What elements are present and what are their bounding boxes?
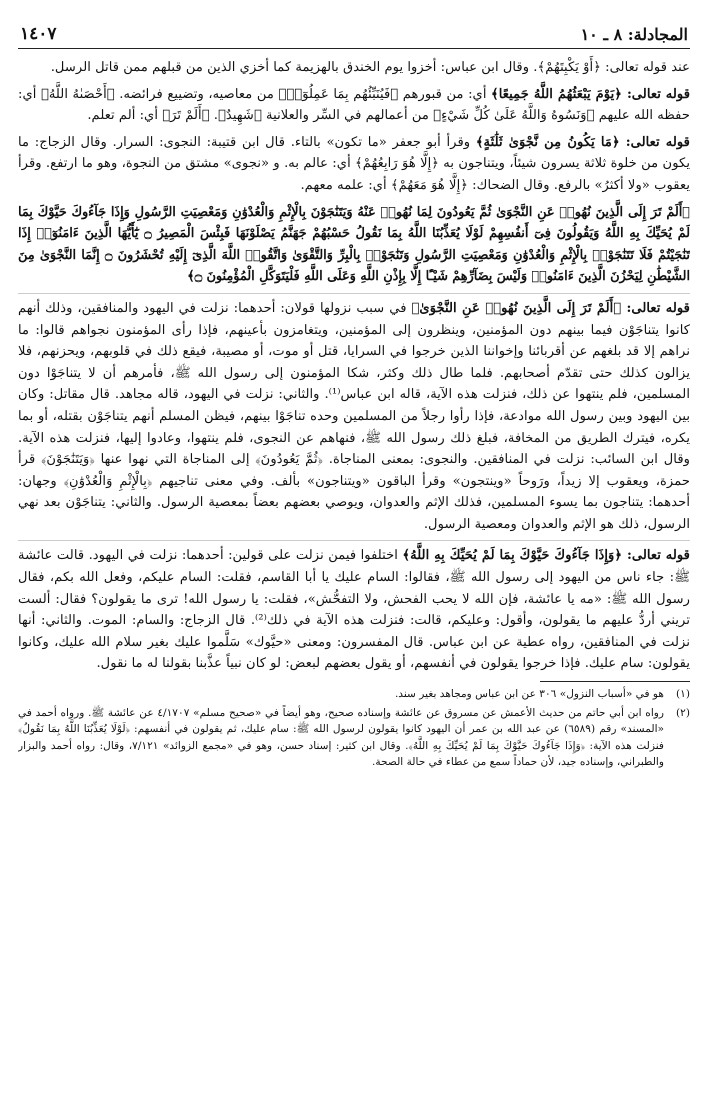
page-number: ١٤٠٧ bbox=[20, 24, 57, 44]
section-2-text: اختلفوا فيمن نزلت على قولين: أحدهما: نزلت في اليهود. قالت عائشة ﷺ: جاء ناس من اليهود إلى رسول الله ﷺ، فقالوا: السام عليك يا أبا القاسم، فقلت: السام عليكم، وفعل الله بكم، فقال رسول الله ﷺ: «مه يا عائشة، فإن الله لا يحب الفحش، ولا التفحُّش»، فقلت: يا رسول الله! ترى ما يقولون؟ فقال: ألست تريني أردُّ عليهم ما يقولون، وأقول: وعليكم، قالت: فنزلت هذه الآية في ذلك⁽²⁾. قال الزجاج: والسام: الموت. والثاني: أنها نزلت في المنافقين، رواه عطية عن ابن عباس. قال المفسرون: ومعنى «حيَّوك» سَلَّموا عليك بغير سلام الله عليك، وكانوا يقولون: سام عليك. فإذا خرجوا يقولون في أنفسهم، أو يقول بعضهم لبعض: لو كان نبياً عذَّبنا بقولنا له ما نقول. bbox=[18, 548, 690, 672]
section-1-text: في سبب نزولها قولان: أحدهما: نزلت في اليهود والمنافقين، وذلك أنهم كانوا يتناجَوْن فيما بينهم دون المؤمنين، وينظرون إلى المؤمنين، ويتغامزون بأعينهم، فإذا رأى المؤمنون نجواهم قالوا: ما نراهم إلا قد بلغهم عن أقربائنا وإخواننا الذين خرجوا في السرايا، قتل أو موت، أو مصيبة، فيقع ذلك في قلوبهم، ويحزنهم، فلا يزالون كذلك حتى تقدّم أصحابهم. فلما طال ذلك وكثر، شكا المؤمنون إلى رسول الله ﷺ، فأمرهم أن لا يتناجَوْا دون المسلمين، فلم ينتهوا عن ذلك، فنزلت هذه الآية، قاله ابن عباس⁽¹⁾. والثاني: نزلت في اليهود، قاله مجاهد. قال مقاتل: وكان بين اليهود وبين رسول الله موادعة، فإذا رأوا رجلاً من المسلمين وحده تناجَوْا بينهم، فيظن المسلم أنهم يتناجَوْن بقتله، أو بما يكره، فيترك الطريق من المخافة، فبلغ ذلك رسول الله ﷺ، فنهاهم عن النجوى، فلم ينتهوا، وعادوا إليها، فنزلت هذه الآية. وقال ابن السائب: نزلت في المنافقين. والنجوى: بمعنى المناجاة. ﴿ثُمَّ يَعُودُونَ﴾ إلى المناجاة التي نهوا عنها ﴿وَيَتَنَٰجَوْنَ﴾ قرأ حمزة، ويعقوب إلا زيداً، ورَوحاً «وينتجون» وقرأ الباقون «ويتناجون» بألف. وفي معنى تناجيهم ﴿بِالْإِثْمِ وَالْعُدْوَٰنِ﴾ وجهان: أحدهما: يتناجون بما يسوء المسلمين، فذلك الإثم والعدوان، ويوصي بعضهم بعضاً بمعصية الرسول. والثاني: يتناجَوْن بعد نهي الرسول، ذلك هو الإثم والعدوان ومعصية الرسول. bbox=[18, 300, 690, 532]
section-2-lead: قوله تعالى: ﴿وَإِذَا جَآءُوكَ حَيَّوْكَ بِمَا لَمْ يُحَيِّكَ بِهِ اللَّهُ﴾ bbox=[402, 548, 690, 564]
quran-verse-block: ﴿أَلَمْ تَرَ إِلَى الَّذِينَ نُهُوا۟ عَنِ النَّجْوَىٰ ثُمَّ يَعُودُونَ لِمَا نُهُوا۟ عَنْهُ وَيَتَنَٰجَوْنَ بِالْإِثْمِ وَالْعُدْوَٰنِ وَمَعْصِيَتِ الرَّسُولِ وَإِذَا جَآءُوكَ حَيَّوْكَ بِمَا لَمْ يُحَيِّكَ بِهِ اللَّهُ وَيَقُولُونَ فِىٓ أَنفُسِهِمْ لَوْلَا يُعَذِّبُنَا اللَّهُ بِمَا نَقُولُ حَسْبُهُمْ جَهَنَّمُ يَصْلَوْنَهَا فَبِئْسَ الْمَصِيرُ ۝ يَٰٓأَيُّهَا الَّذِينَ ءَامَنُوٓا۟ إِذَا تَنَٰجَيْتُمْ فَلَا تَتَنَٰجَوْا۟ بِالْإِثْمِ وَالْعُدْوَٰنِ وَمَعْصِيَتِ الرَّسُولِ وَتَنَٰجَوْا۟ بِالْبِرِّ وَالتَّقْوَىٰ وَاتَّقُوا۟ اللَّهَ الَّذِىٓ إِلَيْهِ تُحْشَرُونَ ۝ إِنَّمَا النَّجْوَىٰ مِنَ الشَّيْطَٰنِ لِيَحْزُنَ الَّذِينَ ءَامَنُوا۟ وَلَيْسَ بِضَآرِّهِمْ شَيْـًٔا إِلَّا بِإِذْنِ اللَّهِ وَعَلَى اللَّهِ فَلْيَتَوَكَّلِ الْمُؤْمِنُونَ ۝﴾ bbox=[18, 204, 690, 285]
footnote-rule bbox=[540, 681, 690, 682]
paragraph-2-lead: قوله تعالى: ﴿يَوْمَ يَبْعَثُهُمُ اللَّهُ جَمِيعًا﴾ bbox=[491, 86, 690, 102]
paragraph-3 bbox=[18, 132, 690, 197]
paragraph-3-lead: قوله تعالى: ﴿مَا يَكُونُ مِن نَّجْوَىٰ ثَلَٰثَةٍ﴾ bbox=[475, 134, 690, 150]
footnote-2-number: (٢) bbox=[676, 707, 690, 720]
section-2 bbox=[18, 540, 690, 675]
paragraph-2 bbox=[18, 84, 690, 127]
section-1-lead: قوله تعالى: ﴿أَلَمْ تَرَ إِلَى الَّذِينَ نُهُوا۟ عَنِ النَّجْوَىٰ﴾ bbox=[411, 300, 690, 316]
footnote-2 bbox=[18, 705, 690, 770]
section-2-paragraph bbox=[18, 545, 690, 675]
main-text bbox=[18, 57, 690, 675]
paragraph-1 bbox=[18, 57, 690, 79]
footnote-2-text: رواه ابن أبي حاتم من حديث الأعمش عن مسروق عن عائشة وإسناده صحيح، وهو أيضاً في «صحيح مسلم» ٤/١٧٠٧ عن عائشة ﷺ. ورواه أحمد في «المسند» رقم (٦٥٨٩) عن عبد الله بن عمر أن اليهود كانوا يقولون لرسول الله ﷺ: سام عليك، ثم يقولون في أنفسهم: ﴿لَوْلَا يُعَذِّبُنَا اللَّهُ بِمَا نَقُولُ﴾ فنزلت هذه الآية: ﴿وَإِذَا جَآءُوكَ حَيَّوْكَ بِمَا لَمْ يُحَيِّكَ بِهِ اللَّهُ﴾. وقال ابن كثير: إسناد حسن، وهو في «مجمع الزوائد» ٧/١٢١، وقال: رواه أحمد والبزار والطبراني، وإسناده جيد، لأن حماداً سمع من عطاء في حالة الصحة. bbox=[18, 707, 665, 768]
page-header bbox=[18, 18, 690, 44]
paragraph-3-text: وقرأ أبو جعفر «ما تكون» بالتاء. قال ابن قتيبة: النجوى: السرار. وقال الزجاج: ما يكون من خلوة ثلاثة يسرون شيئاً، ويتناجون به ﴿إِلَّا هُوَ رَابِعُهُمْ﴾ أي: عالم به. و «نجوى» مشتق من النجوة، وهو ما ارتفع. وقرأ يعقوب «ولا أكثرُ» بالرفع. وقال الضحاك: ﴿إِلَّا هُوَ مَعَهُمْ﴾ أي: علمه معهم. bbox=[18, 134, 690, 193]
running-title: المجادلة: ٨ ـ ١٠ bbox=[580, 25, 688, 44]
header-rule bbox=[18, 48, 690, 49]
paragraph-1-text: عند قوله تعالى: ﴿أَوْ يَكْبِتَهُمْ﴾. وقال ابن عباس: أخزوا يوم الخندق بالهزيمة كما أخزي الذين من قبلهم ممن قاتل الرسل. bbox=[50, 60, 690, 75]
footnote-1 bbox=[18, 686, 690, 702]
footnotes bbox=[18, 686, 690, 770]
document-page bbox=[18, 18, 690, 1098]
section-1-paragraph bbox=[18, 298, 690, 536]
footnote-1-text: هو في «أسباب النزول» ٣٠٦ عن ابن عباس ومجاهد بغير سند. bbox=[394, 688, 664, 701]
footnote-1-number: (١) bbox=[676, 688, 690, 701]
paragraph-2-text: أي: من قبورهم ﴿فَيُنَبِّئُهُم بِمَا عَمِلُوٓا۟﴾ من معاصيه، وتضييع فرائضه. ﴿أَحْصَىٰهُ اللَّهُ﴾ أي: حفظه الله عليهم ﴿وَنَسُوهُ وَاللَّهُ عَلَىٰ كُلِّ شَيْءٍ﴾ من أعمالهم في السِّر والعلانية ﴿شَهِيدٌ﴾. ﴿أَلَمْ تَرَ﴾ أي: ألم تعلم. bbox=[18, 86, 690, 124]
section-1 bbox=[18, 293, 690, 536]
